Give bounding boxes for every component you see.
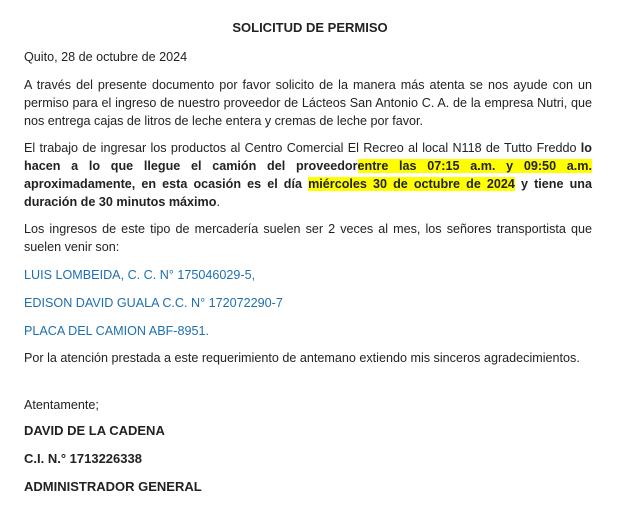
transport-item-plate: PLACA DEL CAMION ABF-8951. <box>24 324 210 338</box>
paragraph-thanks: Por la atención prestada a este requerimiento de antemano extiendo mis sinceros agradecimientos. <box>24 351 580 365</box>
schedule-intro: El trabajo de ingresar los productos al Centro Comercial El Recreo al local N118 de Tutto Freddo <box>24 141 581 155</box>
document-title: SOLICITUD DE PERMISO <box>232 20 388 35</box>
closing-line: Atentamente; <box>24 398 99 412</box>
date-line: Quito, 28 de octubre de 2024 <box>24 50 188 64</box>
transport-item-driver-1: LUIS LOMBEIDA, C. C. N° 175046029-5, <box>24 268 256 282</box>
schedule-day-highlight: miércoles 30 de octubre de 2024 <box>308 177 515 191</box>
signature-id: C.I. N.° 1713226338 <box>24 451 142 466</box>
paragraph-transport: Los ingresos de este tipo de mercadería suelen ser 2 veces al mes, los señores transportista que suelen venir son: <box>24 222 592 254</box>
schedule-end: . <box>216 195 220 209</box>
paragraph-request: A través del presente documento por favor solicito de la manera más atenta se nos ayude con un permiso para el ingreso de nuestro proveedor de Lácteos San Antonio C. A. de la empresa Nutri, que nos entrega cajas de litros de leche entera y cremas de leche por favor. <box>24 78 592 128</box>
signature-name: DAVID DE LA CADENA <box>24 423 165 438</box>
signature-role: ADMINISTRADOR GENERAL <box>24 479 202 494</box>
schedule-time-highlight: entre las 07:15 a.m. y 09:50 a.m. <box>357 159 592 173</box>
paragraph-schedule <box>24 139 592 211</box>
transport-item-driver-2: EDISON DAVID GUALA C.C. N° 172072290-7 <box>24 296 283 310</box>
schedule-bold-arrival: lo hacen a lo que llegue el camión del proveedor <box>24 141 592 173</box>
schedule-bold-occasion: aproximadamente, en esta ocasión es el día <box>24 177 309 191</box>
schedule-bold-duration: y tiene una duración de 30 minutos máximo <box>24 177 592 209</box>
